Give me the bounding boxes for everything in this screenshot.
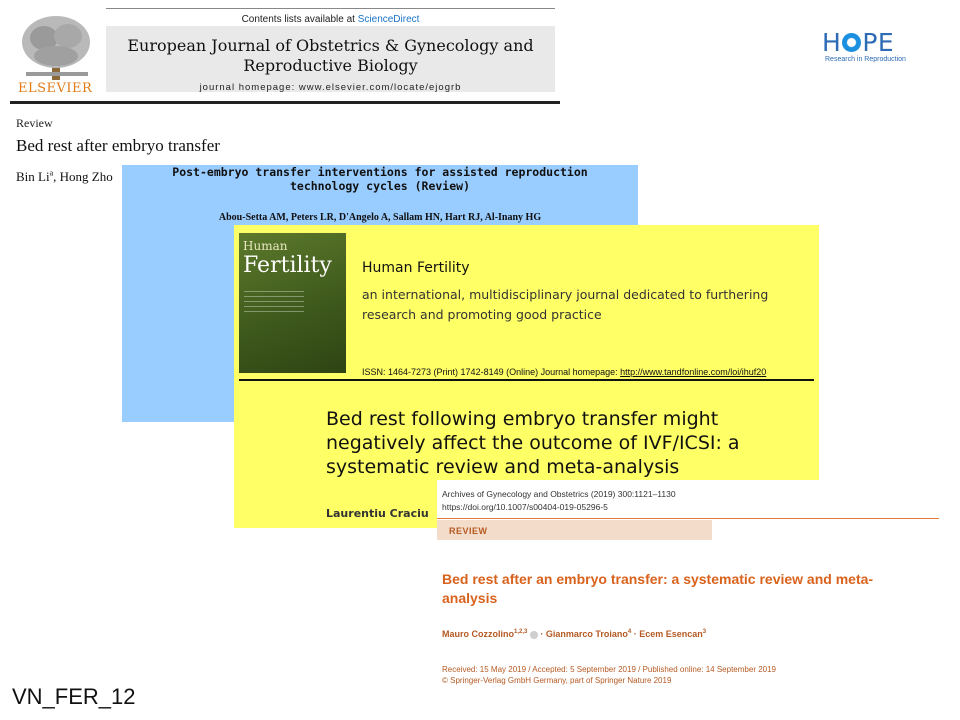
cover-fine-print bbox=[244, 291, 304, 315]
human-fertility-rule bbox=[239, 379, 814, 381]
hope-subtitle: Research in Reproduction bbox=[825, 56, 906, 63]
cochrane-title-line2: technology cycles (Review) bbox=[289, 179, 470, 193]
journal-cover-image bbox=[239, 233, 346, 373]
hope-letters-pe: PE bbox=[862, 27, 895, 57]
hope-letter-h: H bbox=[822, 27, 842, 57]
slide-label: VN_FER_12 bbox=[12, 684, 136, 709]
cover-fertility-text: Fertility bbox=[243, 253, 332, 278]
issn-text: ISSN: 1464-7273 (Print) 1742-8149 (Online) Journal homepage: bbox=[362, 367, 621, 377]
springer-authors bbox=[442, 629, 706, 639]
cover-human-text: Human bbox=[243, 239, 288, 253]
hope-wordmark bbox=[822, 28, 912, 56]
elsevier-journal-homepage[interactable]: journal homepage: www.elsevier.com/locate/ejogrb bbox=[199, 82, 462, 93]
elsevier-contents-line bbox=[106, 14, 555, 25]
elsevier-authors bbox=[16, 169, 113, 185]
hope-eye-icon bbox=[842, 33, 861, 52]
elsevier-journal-title bbox=[106, 36, 555, 76]
cochrane-title bbox=[122, 165, 638, 193]
affiliation-marker: a bbox=[49, 169, 54, 178]
contents-prefix: Contents lists available at bbox=[241, 14, 358, 25]
springer-author-2-affil: 4 bbox=[627, 629, 632, 635]
springer-citation bbox=[442, 488, 676, 514]
springer-copyright: © Springer-Verlag GmbH Germany, part of Springer Nature 2019 bbox=[442, 676, 672, 685]
cochrane-authors: Abou-Setta AM, Peters LR, D'Angelo A, Sallam HN, Hart RJ, Al-Inany HG bbox=[218, 212, 542, 223]
elsevier-top-divider bbox=[106, 8, 555, 9]
human-fertility-issn bbox=[362, 367, 766, 377]
springer-author-3-affil: 3 bbox=[702, 629, 707, 635]
springer-author-2: · Gianmarco Troiano bbox=[537, 629, 628, 639]
springer-author-1-affil: 1,2,3 bbox=[514, 629, 528, 635]
orcid-icon[interactable] bbox=[530, 631, 538, 639]
springer-dates bbox=[442, 664, 776, 686]
elsevier-authors-text: Bin Li$^a$, Hong Zho bbox=[16, 169, 113, 185]
article-type: Review bbox=[16, 116, 53, 130]
springer-doi-link[interactable]: https://doi.org/10.1007/s00404-019-05296-5 bbox=[442, 502, 608, 512]
springer-author-3: · Ecem Esencan bbox=[631, 629, 703, 639]
springer-journal-citation: Archives of Gynecology and Obstetrics (2019) 300:1121–1130 bbox=[442, 489, 676, 499]
human-fertility-journal-name: Human Fertility bbox=[362, 260, 470, 276]
hope-logo bbox=[822, 28, 912, 68]
human-fertility-article-title: Bed rest following embryo transfer might negatively affect the outcome of IVF/ICSI: a systematic review and meta-analysis bbox=[326, 408, 740, 478]
human-fertility-author: Laurentiu Craciu bbox=[326, 507, 429, 520]
elsevier-logo-text: ELSEVIER bbox=[18, 81, 93, 96]
elsevier-header-rule bbox=[10, 101, 560, 104]
elsevier-article-title: Bed rest after embryo transfer bbox=[16, 136, 220, 155]
springer-article-title: Bed rest after an embryo transfer: a systematic review and meta-analysis bbox=[442, 571, 874, 606]
springer-article-card bbox=[437, 480, 939, 690]
springer-section-label: REVIEW bbox=[437, 520, 712, 540]
springer-publication-dates: Received: 15 May 2019 / Accepted: 5 September 2019 / Published online: 14 September 2019 bbox=[442, 665, 776, 674]
cochrane-title-line1: Post-embryo transfer interventions for assisted reproduction bbox=[172, 165, 588, 179]
journal-title-line2: Reproductive Biology bbox=[243, 56, 418, 75]
tandfonline-link[interactable]: http://www.tandfonline.com/loi/ihuf20 bbox=[620, 367, 767, 377]
springer-author-1: Mauro Cozzolino bbox=[442, 629, 514, 639]
springer-header-rule bbox=[437, 518, 939, 519]
sciencedirect-link[interactable]: ScienceDirect bbox=[357, 14, 420, 25]
human-fertility-description: an international, multidisciplinary journal dedicated to furthering research and promoting good practice bbox=[362, 287, 769, 322]
journal-title-line1: European Journal of Obstetrics & Gynecology and bbox=[127, 36, 534, 55]
